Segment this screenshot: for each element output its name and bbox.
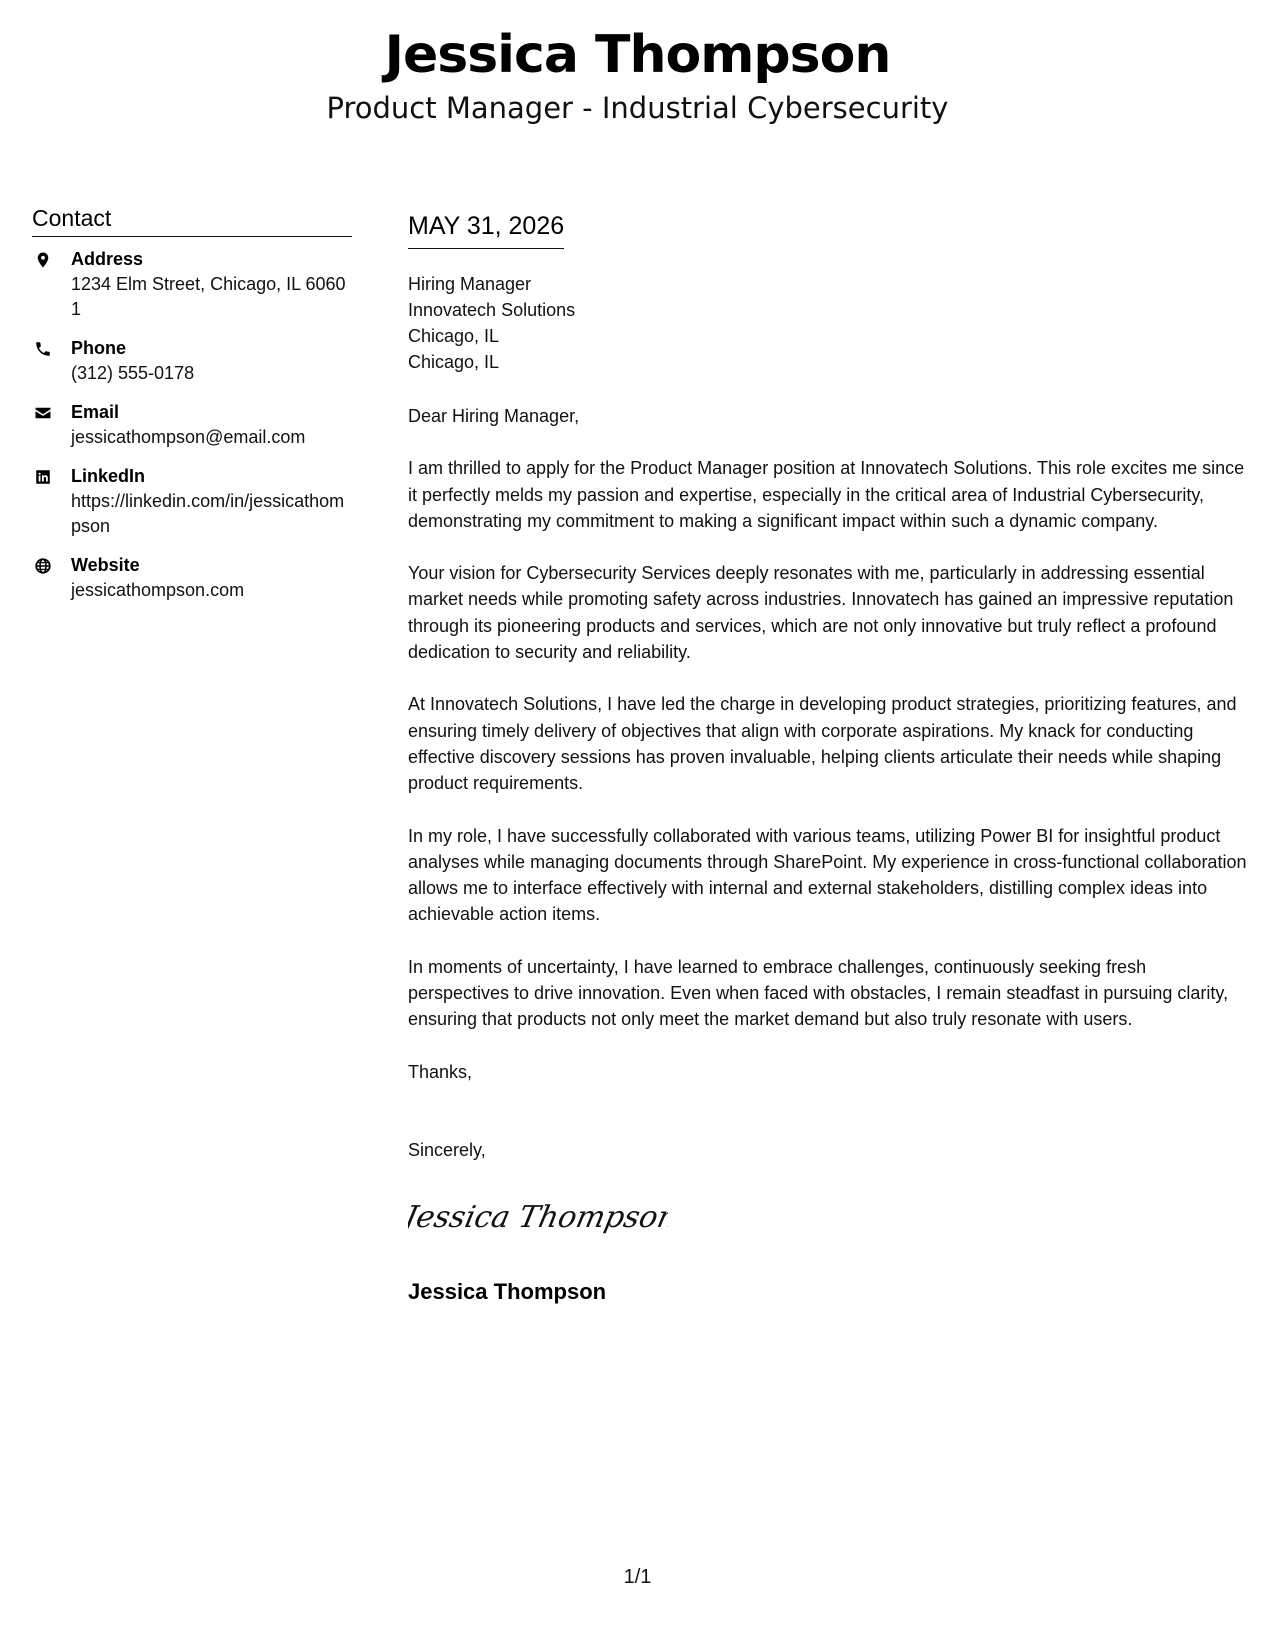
body-paragraph: In my role, I have successfully collaborated with various teams, utilizing Power BI for insightful product analyses while managing documents through SharePoint. My experience in cross-functional collaboration allows me to interface effectively with internal and external stakeholders, distilling complex ideas into achievable action items. <box>408 825 1247 925</box>
applicant-name: Jessica Thompson <box>384 25 891 85</box>
linkedin-icon <box>34 468 52 486</box>
letter-date: MAY 31, 2026 <box>408 210 564 249</box>
envelope-icon <box>34 404 52 422</box>
body-paragraph: In moments of uncertainty, I have learned to embrace challenges, continuously seeking fresh perspectives to drive innovation. Even when faced with obstacles, I remain steadfast in pursuing clarity, ensuring that products not only meet the market demand but also truly resonate with users. <box>408 956 1229 1030</box>
phone-icon <box>34 340 52 358</box>
signature-image <box>408 1193 668 1241</box>
recipient-line: Hiring Manager <box>408 274 532 294</box>
phone-label: Phone <box>71 338 127 358</box>
email-label: Email <box>71 402 120 422</box>
signer-name: Jessica Thompson <box>408 1278 607 1304</box>
location-pin-icon <box>34 251 52 269</box>
recipient-line: Chicago, IL <box>408 352 500 372</box>
contact-sidebar <box>32 205 352 617</box>
contact-website <box>32 553 352 603</box>
letter-header <box>0 22 1275 128</box>
website-value[interactable]: jessicathompson.com <box>71 580 245 600</box>
letter-body <box>408 210 1248 1305</box>
thanks-line: Thanks, <box>408 1061 473 1082</box>
globe-icon <box>34 557 52 575</box>
body-paragraph: Your vision for Cybersecurity Services deeply resonates with me, particularly in addressing essential market needs while promoting safety across industries. Innovatech has gained an impressive reputation through its pioneering products and services, which are not only innovative but truly reflect a profound dedication to security and reliability. <box>408 563 1234 663</box>
recipient-line: Innovatech Solutions <box>408 300 576 320</box>
linkedin-value[interactable]: https://linkedin.com/in/jessicathompson <box>71 491 345 536</box>
recipient-line: Chicago, IL <box>408 326 500 346</box>
email-value: jessicathompson@email.com <box>71 427 306 447</box>
address-label: Address <box>71 249 144 269</box>
contact-phone <box>32 336 352 386</box>
contact-email <box>32 400 352 450</box>
contact-linkedin <box>32 464 352 539</box>
salutation: Dear Hiring Manager, <box>408 406 580 426</box>
linkedin-label: LinkedIn <box>71 466 146 486</box>
body-paragraph: I am thrilled to apply for the Product Manager position at Innovatech Solutions. This role excites me since it perfectly melds my passion and expertise, especially in the critical area of Industrial Cybersecurity, demonstrating my commitment to making a significant impact within such a dynamic company. <box>408 458 1245 531</box>
website-label: Website <box>71 555 140 575</box>
address-value: 1234 Elm Street, Chicago, IL 60601 <box>71 274 346 319</box>
contact-address <box>32 247 352 322</box>
svg-text:Jessica Thompson: Jessica Thompson <box>408 1200 668 1236</box>
page-indicator: 1/1 <box>623 1566 652 1588</box>
contact-heading: Contact <box>32 205 352 237</box>
phone-value: (312) 555-0178 <box>71 363 195 383</box>
applicant-title: Product Manager - Industrial Cybersecurity <box>326 91 949 125</box>
handwritten-signature <box>408 1193 1248 1248</box>
body-paragraph: At Innovatech Solutions, I have led the charge in developing product strategies, prioritizing features, and ensuring timely delivery of objectives that align with corporate aspirations. My knack for conducting effective discovery sessions has proven invaluable, helping clients articulate their needs while shaping product requirements. <box>408 694 1237 794</box>
closing-line: Sincerely, <box>408 1139 486 1160</box>
recipient-block <box>408 271 1248 375</box>
